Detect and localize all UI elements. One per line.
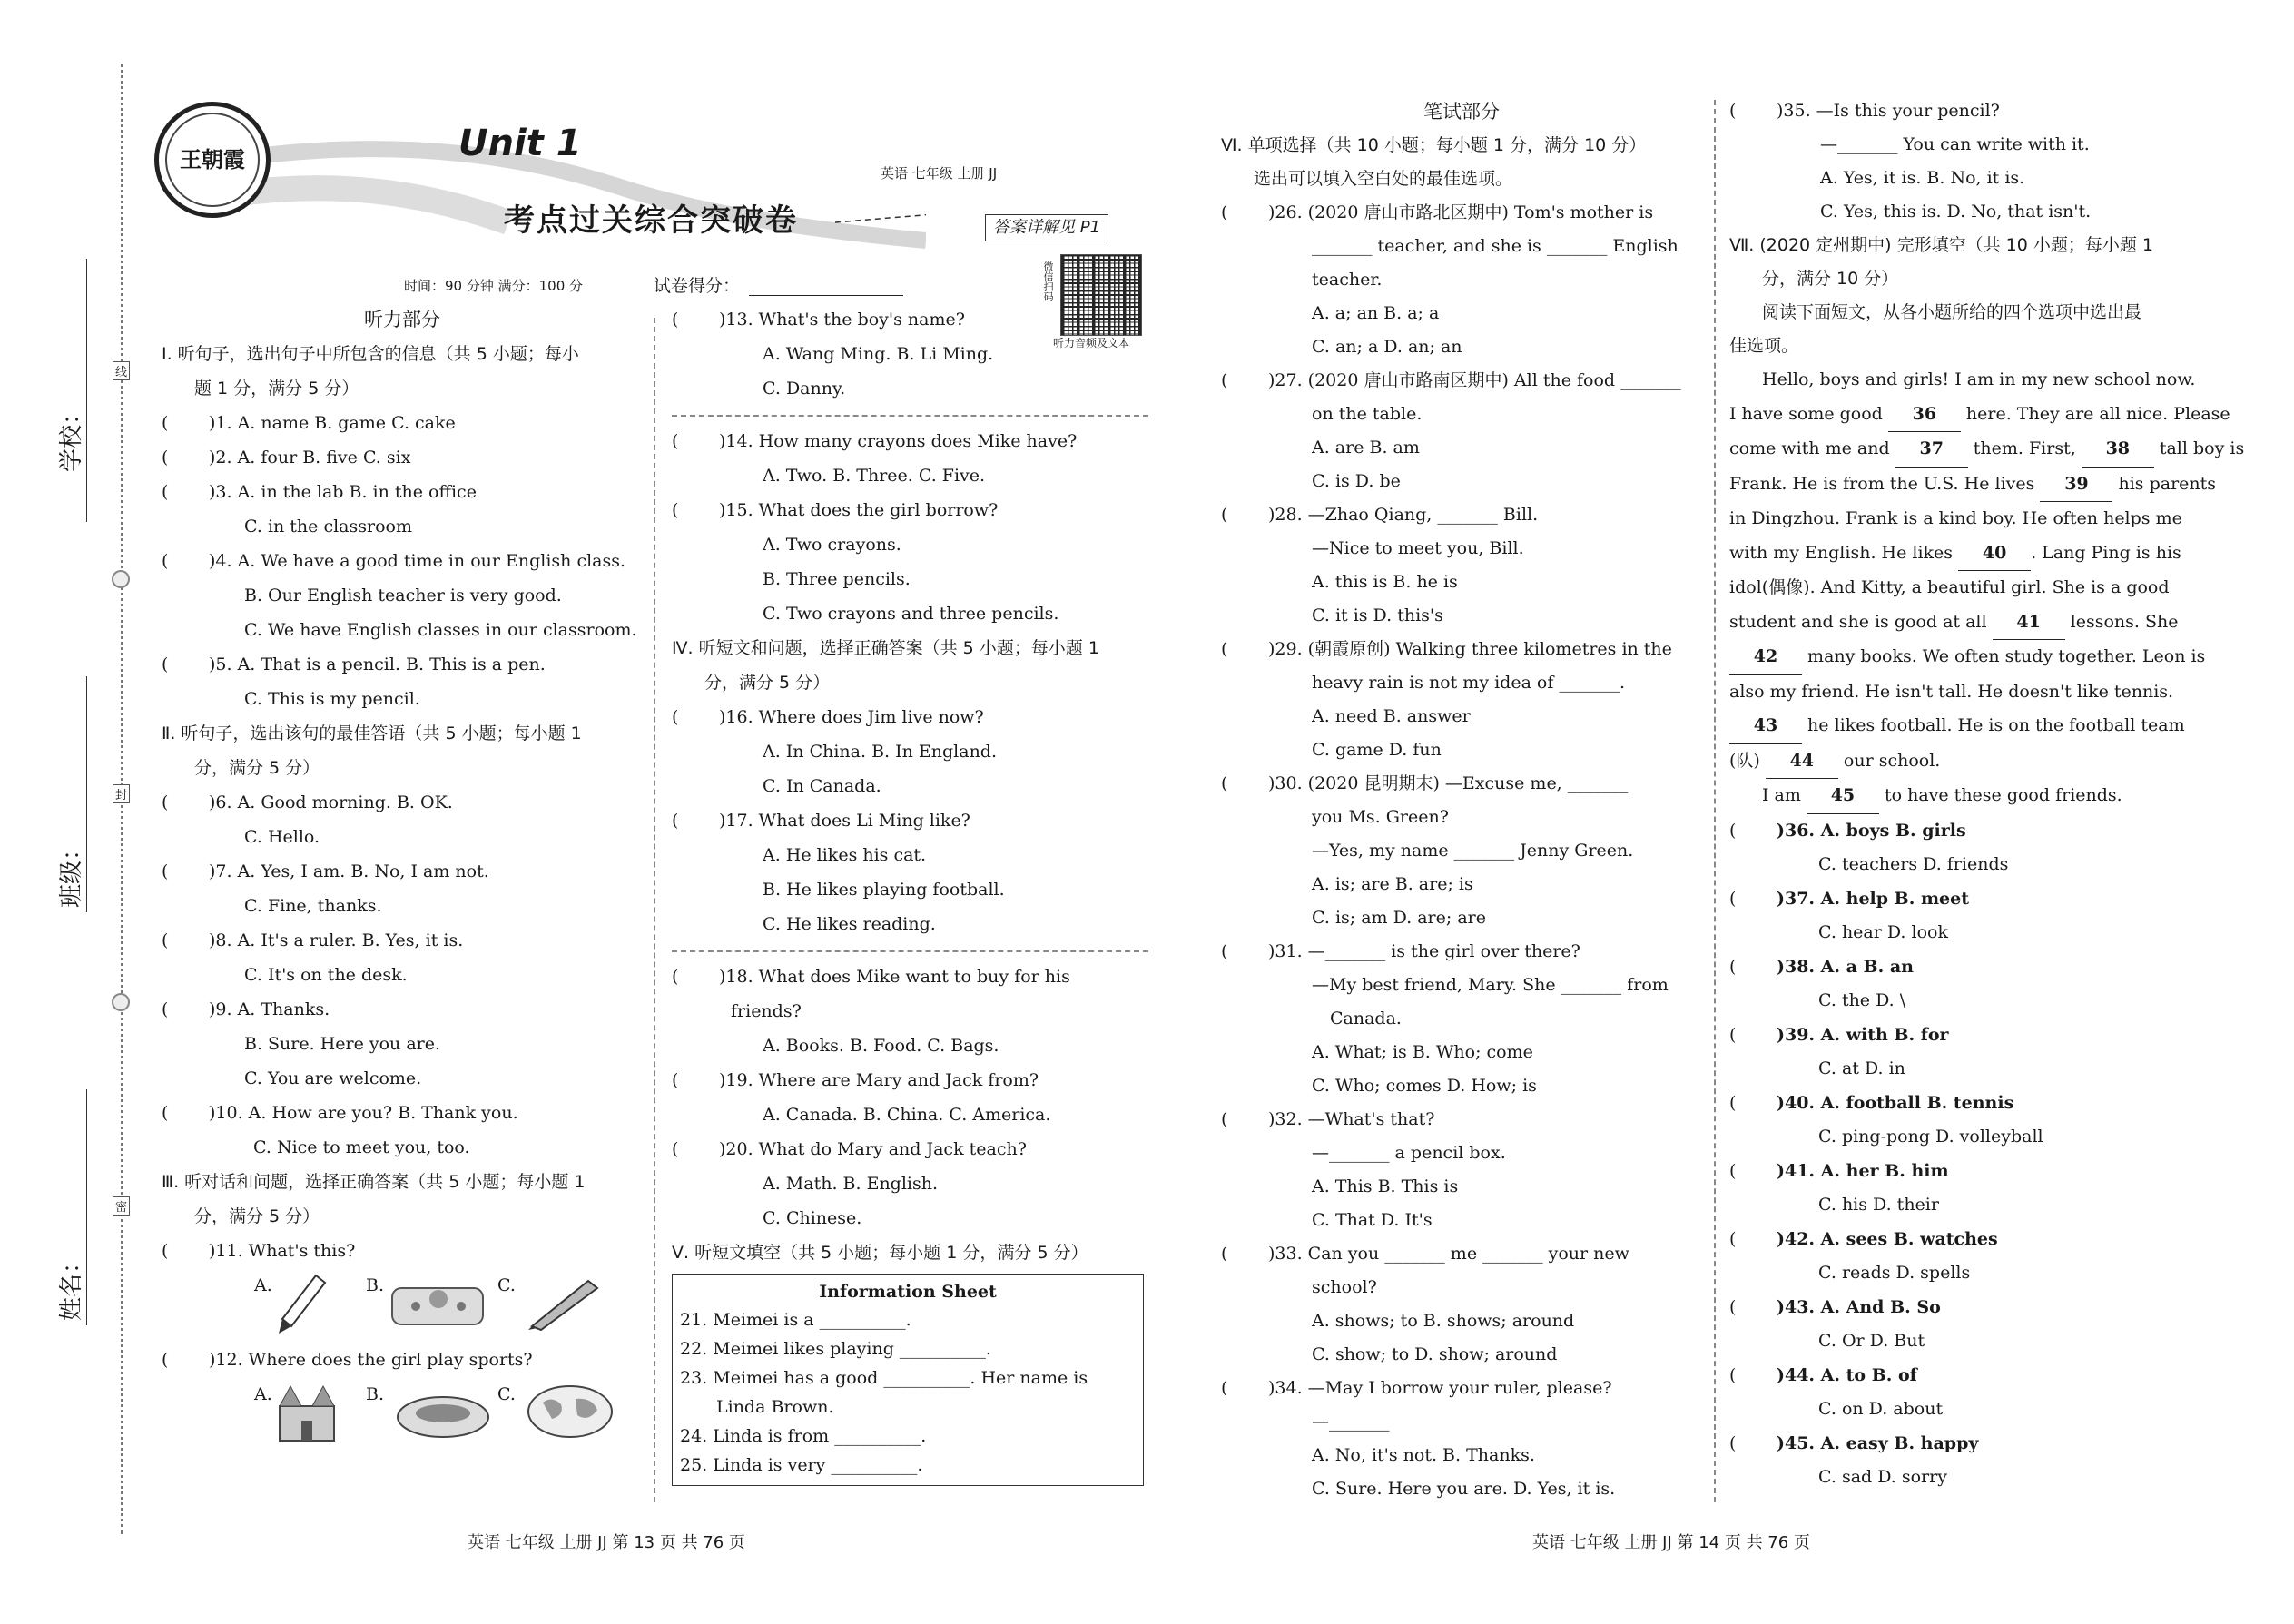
question-34-options-ab: A. No, it's not. B. Thanks. [1312, 1445, 1535, 1465]
question-40[interactable]: ( )40. A. football B. tennis [1729, 1092, 2014, 1113]
question-29[interactable]: ( )29. (朝霞原创) Walking three kilometres in the [1221, 639, 1672, 659]
question-27[interactable]: ( )27. (2020 唐山市路南区期中) All the food _______ [1221, 370, 1681, 390]
question-41[interactable]: ( )41. A. her B. him [1729, 1160, 1949, 1181]
question-2[interactable]: ( )2. A. four B. five C. six [162, 448, 411, 468]
passage-line: in Dingzhou. Frank is a kind boy. He often helps me [1729, 508, 2182, 528]
question-29-cont: heavy rain is not my idea of _______. [1312, 673, 1625, 693]
section-4-title: Ⅳ. 听短文和问题，选择正确答案（共 5 小题；每小题 1 [672, 638, 1099, 658]
question-19[interactable]: ( )19. Where are Mary and Jack from? [672, 1070, 1039, 1090]
page-footer-left: 英语 七年级 上册 JJ 第 13 页 共 76 页 [468, 1533, 745, 1552]
question-12[interactable]: ( )12. Where does the girl play sports? [162, 1350, 533, 1370]
question-18[interactable]: ( )18. What does Mike want to buy for his [672, 967, 1070, 987]
passage-line: idol(偶像). And Kitty, a beautiful girl. She is a good [1729, 577, 2170, 597]
passage-line: Hello, boys and girls! I am in my new school now. [1762, 369, 2196, 389]
written-title: 笔试部分 [1423, 101, 1500, 123]
paper-subtitle: 考点过关综合突破卷 [504, 202, 798, 239]
passage-line: Frank. He is from the U.S. He lives 39 his parents [1729, 468, 2210, 503]
question-30-cont2: —Yes, my name _______ Jenny Green. [1312, 841, 1634, 861]
right-column [1221, 94, 1702, 1506]
question-3[interactable]: ( )3. A. in the lab B. in the office [162, 482, 477, 502]
question-4[interactable]: ( )4. A. We have a good time in our English class. [162, 551, 626, 571]
question-27-options-ab: A. are B. am [1312, 438, 1420, 458]
castle-icon[interactable] [271, 1381, 343, 1442]
question-5[interactable]: ( )5. A. That is a pencil. B. This is a pen. [162, 655, 546, 674]
option-b-label: B. [366, 1384, 385, 1404]
question-31[interactable]: ( )31. —_______ is the girl over there? [1221, 941, 1580, 961]
question-33-options-cd: C. show; to D. show; around [1312, 1344, 1558, 1364]
blank-44[interactable]: 44 [1766, 744, 1838, 780]
question-3-option-c: C. in the classroom [244, 517, 412, 536]
stadium-icon[interactable] [393, 1386, 493, 1441]
information-sheet [672, 1274, 1144, 1486]
blank-37[interactable]: 37 [1895, 432, 1968, 468]
question-37-options-cd: C. hear D. look [1818, 922, 1948, 942]
question-28-options-cd: C. it is D. this's [1312, 605, 1443, 625]
question-9-option-c: C. You are welcome. [244, 1068, 422, 1088]
question-32-options-ab: A. This B. This is [1312, 1176, 1459, 1196]
listening-title: 听力部分 [364, 309, 440, 330]
question-38-options-cd: C. the D. \ [1818, 990, 1906, 1010]
binding-mark: 密 [113, 1196, 130, 1216]
question-17-option-b: B. He likes playing football. [763, 880, 1005, 900]
question-36-options-cd: C. teachers D. friends [1818, 854, 2009, 874]
publisher-logo [154, 102, 271, 218]
score-field[interactable] [749, 295, 903, 296]
question-10[interactable]: ( )10. A. How are you? B. Thank you. [162, 1103, 518, 1123]
question-30-cont: you Ms. Green? [1312, 807, 1449, 827]
school-field-line[interactable] [86, 259, 87, 522]
question-28-cont: —Nice to meet you, Bill. [1312, 538, 1524, 558]
passage-line: 42 many books. We often study together. Leon is [1729, 640, 2210, 675]
passage-line: student and she is good at all 41 lessons. She [1729, 605, 2210, 641]
qr-caption: 听力音频及文本 [1053, 337, 1130, 349]
question-15[interactable]: ( )15. What does the girl borrow? [672, 500, 999, 520]
question-7-option-c: C. Fine, thanks. [244, 896, 382, 916]
question-31-cont: —My best friend, Mary. She _______ from [1312, 975, 1669, 995]
blank-36[interactable]: 36 [1888, 398, 1961, 433]
question-8-option-c: C. It's on the desk. [244, 965, 408, 985]
question-16-option-c: C. In Canada. [763, 776, 881, 796]
passage-line: (队) 44 our school. [1729, 744, 2210, 780]
blank-24[interactable]: 24. Linda is from __________. [680, 1426, 927, 1446]
question-35-options-ab: A. Yes, it is. B. No, it is. [1820, 168, 2025, 188]
question-26-options-cd: C. an; a D. an; an [1312, 337, 1462, 357]
question-4-option-c: C. We have English classes in our classroom. [244, 620, 637, 640]
question-17[interactable]: ( )17. What does Li Ming like? [672, 811, 970, 831]
information-sheet-title: Information Sheet [819, 1282, 997, 1302]
question-7[interactable]: ( )7. A. Yes, I am. B. No, I am not. [162, 861, 489, 881]
question-30-options-cd: C. is; am D. are; are [1312, 908, 1486, 928]
question-4-option-b: B. Our English teacher is very good. [244, 586, 562, 605]
blank-38[interactable]: 38 [2082, 432, 2154, 468]
section-6-instruction: 选出可以填入空白处的最佳选项。 [1254, 169, 1513, 189]
question-19-options: A. Canada. B. China. C. America. [763, 1105, 1051, 1125]
question-33-options-ab: A. shows; to B. shows; around [1312, 1311, 1575, 1331]
question-18-cont: friends? [731, 1001, 802, 1021]
question-17-option-a: A. He likes his cat. [763, 845, 927, 865]
passage-line: come with me and 37 them. First, 38 tall boy is [1729, 432, 2210, 468]
question-5-option-c: C. This is my pencil. [244, 689, 420, 709]
class-label: 班级： [58, 836, 85, 908]
blank-21[interactable]: 21. Meimei is a __________. [680, 1310, 911, 1330]
passage-line: also my friend. He isn't tall. He doesn't like tennis. [1729, 681, 2174, 702]
question-9-option-b: B. Sure. Here you are. [244, 1034, 441, 1054]
cloze-passage [1729, 363, 2245, 814]
blank-25[interactable]: 25. Linda is very __________. [680, 1455, 923, 1475]
passage-line: I am 45 to have these good friends. [1729, 779, 2210, 814]
passage-line: I have some good 36 here. They are all nice. Please [1729, 398, 2210, 433]
question-34-cont: —_______ [1312, 1412, 1390, 1432]
question-33-cont: school? [1312, 1277, 1377, 1297]
question-44[interactable]: ( )44. A. to B. of [1729, 1364, 1917, 1385]
far-right-column [1729, 94, 2245, 1495]
question-37[interactable]: ( )37. A. help B. meet [1729, 888, 1969, 909]
option-c-label: C. [497, 1384, 516, 1404]
section-3-title-cont: 分，满分 5 分） [194, 1206, 320, 1226]
column-divider [654, 318, 655, 1502]
question-11[interactable]: ( )11. What's this? [162, 1241, 356, 1261]
question-43-options-cd: C. Or D. But [1818, 1331, 1925, 1351]
question-6-option-c: C. Hello. [244, 827, 320, 847]
section-7-instruction-cont: 佳选项。 [1729, 336, 1799, 356]
question-29-options-ab: A. need B. answer [1312, 706, 1471, 726]
section-2-title: Ⅱ. 听句子，选出该句的最佳答语（共 5 小题；每小题 1 [162, 723, 582, 743]
section-2-title-cont: 分，满分 5 分） [194, 758, 320, 778]
question-41-options-cd: C. his D. their [1818, 1195, 1939, 1215]
blank-40[interactable]: 40 [1958, 536, 2031, 572]
blank-23-cont: Linda Brown. [716, 1397, 834, 1417]
binding-hole [112, 570, 130, 588]
score-label: 试卷得分： [654, 276, 741, 296]
section-3-title: Ⅲ. 听对话和问题，选择正确答案（共 5 小题；每小题 1 [162, 1172, 586, 1192]
binding-hole [112, 993, 130, 1011]
question-42[interactable]: ( )42. A. sees B. watches [1729, 1228, 1998, 1249]
pencil-box-icon[interactable] [389, 1275, 488, 1330]
question-8[interactable]: ( )8. A. It's a ruler. B. Yes, it is. [162, 930, 464, 950]
option-a-label: A. [254, 1384, 272, 1404]
section-7-title-cont: 分，满分 10 分） [1762, 269, 1899, 289]
question-14[interactable]: ( )14. How many crayons does Mike have? [672, 431, 1078, 451]
question-32[interactable]: ( )32. —What's that? [1221, 1109, 1435, 1129]
world-map-icon[interactable] [525, 1383, 615, 1441]
question-31-options-cd: C. Who; comes D. How; is [1312, 1076, 1537, 1096]
question-16-options: A. In China. B. In England. [763, 742, 998, 762]
question-28-options-ab: A. this is B. he is [1312, 572, 1458, 592]
question-33[interactable]: ( )33. Can you _______ me _______ your new [1221, 1244, 1629, 1264]
binding-mark: 封 [113, 784, 130, 803]
pen-icon[interactable] [525, 1274, 606, 1332]
option-a-label: A. [254, 1275, 272, 1295]
question-26-cont: _______ teacher, and she is _______ English [1312, 236, 1679, 256]
section-5-title: Ⅴ. 听短文填空（共 5 小题；每小题 1 分，满分 5 分） [672, 1243, 1088, 1263]
question-1[interactable]: ( )1. A. name B. game C. cake [162, 413, 456, 433]
question-20[interactable]: ( )20. What do Mary and Jack teach? [672, 1139, 1027, 1159]
question-11-pictures [162, 1268, 643, 1343]
section-4-title-cont: 分，满分 5 分） [704, 673, 831, 693]
blank-41[interactable]: 41 [1993, 605, 2065, 641]
meta-tags: 英语 七年级 上册 JJ [881, 165, 998, 182]
section-1-title: Ⅰ. 听句子，选出句子中所包含的信息（共 5 小题；每小 [162, 344, 579, 364]
passage-line: 43 he likes football. He is on the football team [1729, 709, 2210, 744]
question-32-cont: —_______ a pencil box. [1312, 1143, 1506, 1163]
option-c-label: C. [497, 1275, 516, 1295]
question-39[interactable]: ( )39. A. with B. for [1729, 1024, 1949, 1045]
question-32-options-cd: C. That D. It's [1312, 1210, 1433, 1230]
question-40-options-cd: C. ping-pong D. volleyball [1818, 1127, 2043, 1147]
question-27-cont: on the table. [1312, 404, 1423, 424]
blank-45[interactable]: 45 [1807, 779, 1879, 814]
question-14-options: A. Two. B. Three. C. Five. [763, 466, 986, 486]
question-35-cont: —_______ You can write with it. [1820, 134, 2090, 154]
question-31-options-ab: A. What; is B. Who; come [1312, 1042, 1533, 1062]
question-36[interactable]: ( )36. A. boys B. girls [1729, 820, 1966, 841]
section-7-instruction: 阅读下面短文，从各小题所给的四个选项中选出最 [1762, 302, 2142, 322]
question-15-option-c: C. Two crayons and three pencils. [763, 604, 1059, 624]
blank-22[interactable]: 22. Meimei likes playing __________. [680, 1339, 991, 1359]
unit-title: Unit 1 [458, 123, 582, 164]
question-13-options: A. Wang Ming. B. Li Ming. [763, 344, 994, 364]
blank-23[interactable]: 23. Meimei has a good __________. Her name is [680, 1368, 1088, 1388]
question-15-option-a: A. Two crayons. [763, 535, 901, 555]
time-info: 时间：90 分钟 满分：100 分 [404, 278, 584, 294]
question-42-options-cd: C. reads D. spells [1818, 1263, 1971, 1283]
blank-42[interactable]: 42 [1729, 640, 1802, 675]
question-divider [672, 415, 1148, 417]
option-b-label: B. [366, 1275, 385, 1295]
question-9[interactable]: ( )9. A. Thanks. [162, 999, 330, 1019]
question-20-option-c: C. Chinese. [763, 1208, 862, 1228]
school-label: 学校： [58, 400, 85, 472]
question-39-options-cd: C. at D. in [1818, 1058, 1905, 1078]
question-12-pictures [162, 1377, 643, 1452]
question-45[interactable]: ( )45. A. easy B. happy [1729, 1432, 1979, 1453]
question-divider [672, 950, 1148, 952]
question-34[interactable]: ( )34. —May I borrow your ruler, please? [1221, 1378, 1612, 1398]
pencil-icon[interactable] [275, 1272, 330, 1335]
section-7-title: Ⅶ. (2020 定州期中) 完形填空（共 10 小题；每小题 1 [1729, 235, 2153, 255]
section-1-title-cont: 题 1 分，满分 5 分） [194, 379, 359, 399]
question-35-options-cd: C. Yes, this is. D. No, that isn't. [1820, 202, 2092, 221]
question-18-options: A. Books. B. Food. C. Bags. [763, 1036, 999, 1056]
question-26-options-ab: A. a; an B. a; a [1312, 303, 1440, 323]
section-6-title: Ⅵ. 单项选择（共 10 小题；每小题 1 分，满分 10 分） [1221, 135, 1647, 155]
question-38[interactable]: ( )38. A. a B. an [1729, 956, 1914, 977]
passage-line: with my English. He likes 40 . Lang Ping is his [1729, 536, 2210, 572]
question-6[interactable]: ( )6. A. Good morning. B. OK. [162, 792, 453, 812]
question-26-cont2: teacher. [1312, 270, 1383, 290]
blank-43[interactable]: 43 [1729, 709, 1802, 744]
binding-mark: 线 [113, 361, 130, 380]
question-31-cont2: Canada. [1330, 1009, 1402, 1029]
question-20-options: A. Math. B. English. [763, 1174, 939, 1194]
question-16[interactable]: ( )16. Where does Jim live now? [672, 707, 984, 727]
page-footer-right: 英语 七年级 上册 JJ 第 14 页 共 76 页 [1532, 1533, 1810, 1552]
left-column [162, 302, 643, 1452]
question-26[interactable]: ( )26. (2020 唐山市路北区期中) Tom's mother is [1221, 202, 1654, 222]
question-45-options-cd: C. sad D. sorry [1818, 1467, 1947, 1487]
logo-text: 王朝霞 [180, 147, 245, 172]
qr-side-text: 微信扫码 [1042, 261, 1054, 301]
question-28[interactable]: ( )28. —Zhao Qiang, _______ Bill. [1221, 505, 1539, 525]
column-divider [1714, 100, 1716, 1502]
question-17-option-c: C. He likes reading. [763, 914, 936, 934]
question-43[interactable]: ( )43. A. And B. So [1729, 1296, 1941, 1317]
question-15-option-b: B. Three pencils. [763, 569, 911, 589]
question-10-option-c: C. Nice to meet you, too. [253, 1137, 470, 1157]
middle-column [672, 302, 1148, 1486]
question-44-options-cd: C. on D. about [1818, 1399, 1944, 1419]
question-13-option-c: C. Danny. [763, 379, 846, 399]
question-30-options-ab: A. is; are B. are; is [1312, 874, 1473, 894]
question-27-options-cd: C. is D. be [1312, 471, 1401, 491]
question-29-options-cd: C. game D. fun [1312, 740, 1442, 760]
question-30[interactable]: ( )30. (2020 昆明期末) —Excuse me, _______ [1221, 773, 1629, 793]
question-34-options-cd: C. Sure. Here you are. D. Yes, it is. [1312, 1479, 1616, 1499]
answer-reference: 答案详解见 P1 [985, 214, 1108, 241]
name-label: 姓名： [58, 1249, 85, 1321]
question-13[interactable]: ( )13. What's the boy's name? [672, 310, 965, 330]
question-35[interactable]: ( )35. —Is this your pencil? [1729, 101, 2000, 121]
blank-39[interactable]: 39 [2040, 468, 2112, 503]
